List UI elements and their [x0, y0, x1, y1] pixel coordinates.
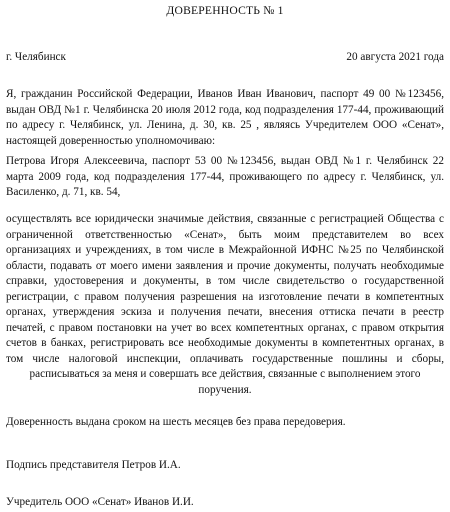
- term-paragraph: Доверенность выдана сроком на шесть месяцев без права передоверия.: [6, 416, 346, 428]
- powers-text: осуществлять все юридически значимые действия, связанные с регистрацией Общества с ограниченной ответственностью «Сенат», быть моим представителем во всех организациях и учреждениях, в том числе в Межрайонной ИФНС №25 по Челябинской области, подавать от моего имени заявления и прочие документы, получать необходимые справки, удостоверения и документы, в том числе свидетельство о государственной регистрации, с правом получения разрешения на изготовление печати в компетентных органах, утверждения эскиза и получения печати, внесения оттиска печати в реестр печатей, с правом постановки на учет во всех компетентных органах, с правом открытия счетов в банках, регистрировать все необходимые документы в компетентных органах, в том числе налоговой инспекции, оплачивать государственные пошлины и сборы, расписываться за меня и совершать все действия, связанные с выполнением этого: [6, 213, 444, 380]
- document-title: ДОВЕРЕННОСТЬ № 1: [166, 4, 284, 17]
- agent-signature-line: Подпись представителя Петров И.А.: [6, 459, 181, 471]
- place-date-row: [6, 50, 444, 65]
- powers-tail: поручения.: [198, 383, 252, 396]
- founder-signature-line: Учредитель ООО «Сенат» Иванов И.И.: [6, 496, 194, 508]
- powers-paragraph: [6, 212, 444, 398]
- document-date: 20 августа 2021 года: [346, 51, 444, 63]
- agent-paragraph: Петрова Игоря Алексеевича, паспорт 53 00 №123456, выдан ОВД №1 г. Челябинск 22 марта 2009 года, код подразделения 177-44, проживающего по адресу г. Челябинск, ул. Василенко, д. 71, кв. 54,: [6, 155, 444, 198]
- document-place: г. Челябинск: [6, 51, 66, 63]
- principal-paragraph: Я, гражданин Российской Федерации, Иванов Иван Иванович, паспорт 49 00 №123456, выдан ОВД №1 г. Челябинска 20 июля 2012 года, код подразделения 177-44, проживающий по адресу г. Челябинск, ул. Ленина, д. 30, кв. 25 , являясь Учредителем ООО «Сенат», настоящей доверенностью уполномочиваю:: [6, 88, 444, 147]
